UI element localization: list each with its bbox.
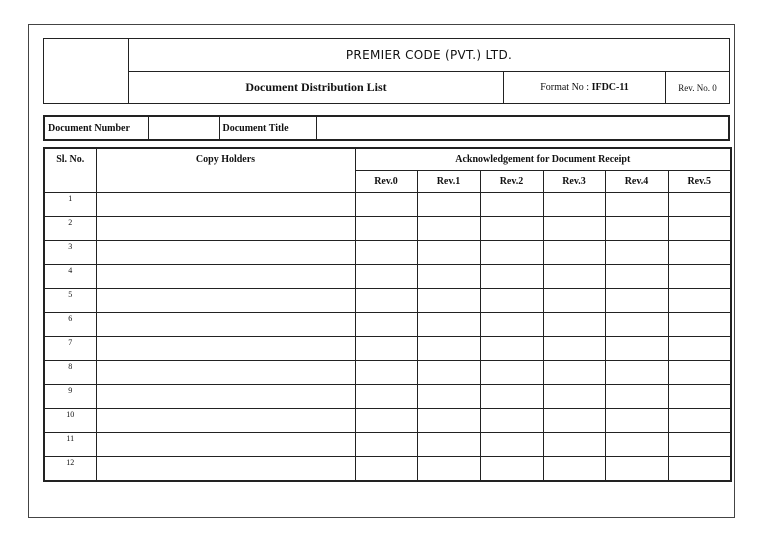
ack-cell-rev-4[interactable] [605,432,668,456]
company-name: PREMIER CODE (PVT.) LTD. [129,39,730,72]
logo-cell [44,39,129,104]
ack-cell-rev-1[interactable] [417,264,480,288]
ack-cell-rev-5[interactable] [668,216,731,240]
table-row [44,264,731,288]
ack-cell-rev-3[interactable] [543,360,605,384]
ack-cell-rev-1[interactable] [417,240,480,264]
col-copy-holders: Copy Holders [96,148,355,192]
row-number: 8 [44,360,96,384]
ack-cell-rev-4[interactable] [605,240,668,264]
row-number: 1 [44,192,96,216]
ack-cell-rev-0[interactable] [355,408,417,432]
ack-cell-rev-3[interactable] [543,456,605,481]
ack-cell-rev-2[interactable] [480,192,543,216]
ack-cell-rev-4[interactable] [605,384,668,408]
table-row [44,216,731,240]
revision-number: Rev. No. 0 [666,72,730,104]
copy-holder-cell[interactable] [96,312,355,336]
row-number: 5 [44,288,96,312]
distribution-rows [44,192,731,481]
ack-cell-rev-0[interactable] [355,288,417,312]
ack-cell-rev-4[interactable] [605,288,668,312]
ack-cell-rev-2[interactable] [480,240,543,264]
ack-cell-rev-2[interactable] [480,312,543,336]
row-number: 11 [44,432,96,456]
document-title-field[interactable] [316,116,729,140]
copy-holder-cell[interactable] [96,264,355,288]
ack-cell-rev-3[interactable] [543,216,605,240]
table-row [44,360,731,384]
row-number: 12 [44,456,96,481]
document-number-label: Document Number [44,116,148,140]
ack-cell-rev-4[interactable] [605,360,668,384]
col-sl-no: Sl. No. [44,148,96,192]
copy-holder-cell[interactable] [96,216,355,240]
ack-cell-rev-4[interactable] [605,456,668,481]
distribution-table [43,147,732,482]
table-row [44,432,731,456]
table-row [44,384,731,408]
copy-holder-cell[interactable] [96,336,355,360]
document-info-row [43,115,730,141]
ack-cell-rev-1[interactable] [417,312,480,336]
format-number [504,72,666,104]
ack-cell-rev-3[interactable] [543,408,605,432]
ack-cell-rev-0[interactable] [355,312,417,336]
ack-cell-rev-4[interactable] [605,192,668,216]
table-row [44,288,731,312]
copy-holder-cell[interactable] [96,432,355,456]
copy-holder-cell[interactable] [96,384,355,408]
table-row [44,408,731,432]
document-title-label: Document Title [219,116,316,140]
ack-cell-rev-5[interactable] [668,240,731,264]
ack-cell-rev-1[interactable] [417,432,480,456]
col-acknowledgement: Acknowledgement for Document Receipt [355,148,731,170]
ack-cell-rev-3[interactable] [543,336,605,360]
row-number: 4 [44,264,96,288]
col-rev-0: Rev.0 [355,170,417,192]
ack-cell-rev-2[interactable] [480,216,543,240]
row-number: 3 [44,240,96,264]
copy-holder-cell[interactable] [96,288,355,312]
ack-cell-rev-5[interactable] [668,192,731,216]
ack-cell-rev-3[interactable] [543,312,605,336]
ack-cell-rev-0[interactable] [355,360,417,384]
ack-cell-rev-5[interactable] [668,384,731,408]
ack-cell-rev-3[interactable] [543,384,605,408]
ack-cell-rev-4[interactable] [605,216,668,240]
table-row [44,456,731,481]
ack-cell-rev-0[interactable] [355,456,417,481]
ack-cell-rev-2[interactable] [480,360,543,384]
ack-cell-rev-0[interactable] [355,192,417,216]
ack-cell-rev-5[interactable] [668,336,731,360]
copy-holder-cell[interactable] [96,240,355,264]
ack-cell-rev-3[interactable] [543,264,605,288]
ack-cell-rev-4[interactable] [605,312,668,336]
row-number: 10 [44,408,96,432]
ack-cell-rev-2[interactable] [480,432,543,456]
ack-cell-rev-0[interactable] [355,216,417,240]
ack-cell-rev-3[interactable] [543,432,605,456]
ack-cell-rev-1[interactable] [417,192,480,216]
row-number: 2 [44,216,96,240]
ack-cell-rev-0[interactable] [355,384,417,408]
ack-cell-rev-2[interactable] [480,264,543,288]
ack-cell-rev-2[interactable] [480,408,543,432]
ack-cell-rev-1[interactable] [417,216,480,240]
form-title: Document Distribution List [129,72,504,104]
ack-cell-rev-5[interactable] [668,432,731,456]
ack-cell-rev-5[interactable] [668,408,731,432]
ack-cell-rev-0[interactable] [355,264,417,288]
table-row [44,312,731,336]
ack-cell-rev-4[interactable] [605,408,668,432]
ack-cell-rev-2[interactable] [480,288,543,312]
ack-cell-rev-1[interactable] [417,408,480,432]
copy-holder-cell[interactable] [96,360,355,384]
table-row [44,192,731,216]
ack-cell-rev-4[interactable] [605,264,668,288]
ack-cell-rev-1[interactable] [417,336,480,360]
ack-cell-rev-1[interactable] [417,384,480,408]
ack-cell-rev-0[interactable] [355,336,417,360]
copy-holder-cell[interactable] [96,192,355,216]
col-rev-3: Rev.3 [543,170,605,192]
ack-cell-rev-1[interactable] [417,288,480,312]
ack-cell-rev-0[interactable] [355,432,417,456]
form-page [28,24,735,518]
ack-cell-rev-1[interactable] [417,456,480,481]
ack-cell-rev-5[interactable] [668,360,731,384]
ack-cell-rev-2[interactable] [480,384,543,408]
ack-cell-rev-5[interactable] [668,456,731,481]
ack-cell-rev-4[interactable] [605,336,668,360]
copy-holder-cell[interactable] [96,408,355,432]
ack-cell-rev-0[interactable] [355,240,417,264]
row-number: 7 [44,336,96,360]
ack-cell-rev-5[interactable] [668,288,731,312]
ack-cell-rev-5[interactable] [668,264,731,288]
col-rev-5: Rev.5 [668,170,731,192]
document-number-field[interactable] [148,116,219,140]
ack-cell-rev-2[interactable] [480,336,543,360]
table-row [44,336,731,360]
ack-cell-rev-3[interactable] [543,192,605,216]
form-header [43,38,730,104]
table-row [44,240,731,264]
row-number: 6 [44,312,96,336]
col-rev-1: Rev.1 [417,170,480,192]
format-label: Format No : [540,82,592,93]
col-rev-4: Rev.4 [605,170,668,192]
format-code: IFDC-11 [591,82,629,93]
copy-holder-cell[interactable] [96,456,355,481]
ack-cell-rev-3[interactable] [543,288,605,312]
ack-cell-rev-3[interactable] [543,240,605,264]
col-rev-2: Rev.2 [480,170,543,192]
ack-cell-rev-2[interactable] [480,456,543,481]
ack-cell-rev-1[interactable] [417,360,480,384]
row-number: 9 [44,384,96,408]
ack-cell-rev-5[interactable] [668,312,731,336]
